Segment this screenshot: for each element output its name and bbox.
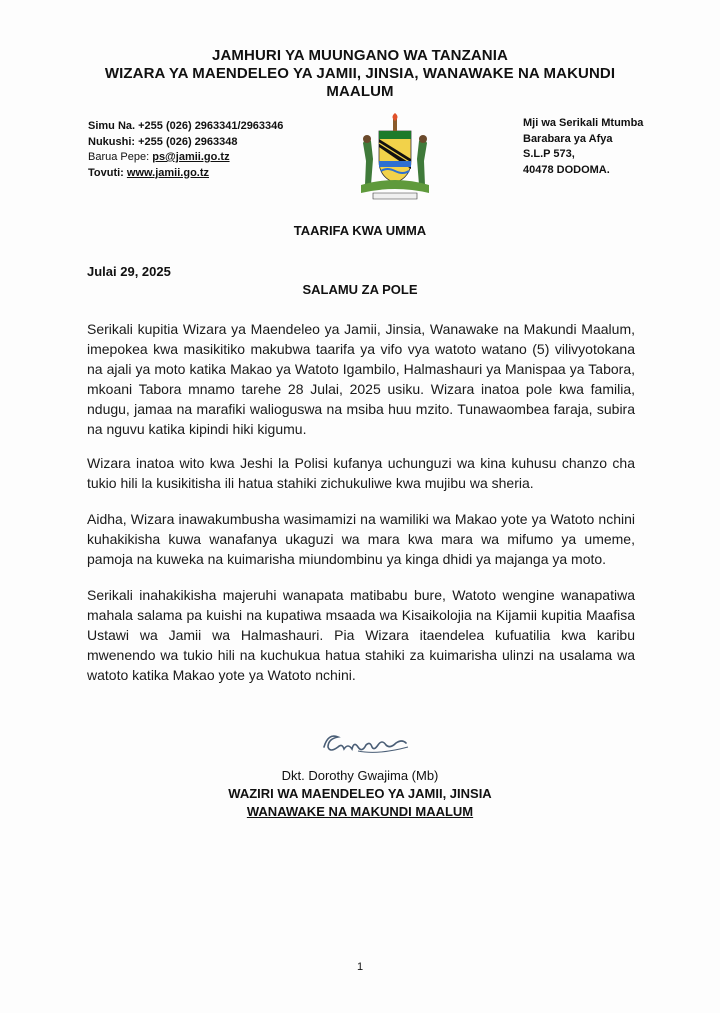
paragraph-4: Serikali inahakikisha majeruhi wanapata matibabu bure, Watoto wengine wanapatiwa mahala salama pa kuishi na kupatiwa msaada wa Kisaikolojia na Kijamii kupitia Maafisa Ustawi wa Jamii wa Halmashauri. Pia Wizara itaendelea kufuatilia kwa karibu mwenendo wa tukio hili na kuchukua hatua stahiki za kuimarisha ulinzi na usalama wa watoto katika Makao yote ya Watoto nchini. <box>87 587 635 683</box>
signatory-title-2-text: WANAWAKE NA MAKUNDI MAALUM <box>246 804 474 819</box>
contact-email-label: Barua Pepe: <box>88 151 153 163</box>
document-date: Julai 29, 2025 <box>87 264 171 279</box>
header-line-2: WIZARA YA MAENDELEO YA JAMII, JINSIA, WANAWAKE NA MAKUNDI <box>104 65 616 82</box>
paragraph-1: Serikali kupitia Wizara ya Maendeleo ya Jamii, Jinsia, Wanawake na Makundi Maalum, imepokea kwa masikitiko makubwa taarifa ya vifo vya watoto watano (5) vilivyotokana na ajali ya moto katika Makao ya Watoto Igambilo, Halmashauri ya Manispaa ya Tabora, mkoani Tabora mnamo tarehe 28 Julai, 2025 usiku. Wizara inatoa pole kwa familia, ndugu, jamaa na marafiki walioguswa na msiba huu mzito. Tunawaombea faraja, subira na nguvu katika kipindi hiki kigumu. <box>87 321 635 437</box>
signatory-name: Dkt. Dorothy Gwajima (Mb) <box>281 768 439 783</box>
coat-of-arms-icon <box>351 113 439 205</box>
address-line-2: Barabara ya Afya <box>523 132 613 145</box>
address-line-1: Mji wa Serikali Mtumba <box>523 117 644 129</box>
signature-icon <box>318 723 428 759</box>
header-line-1: JAMHURI YA MUUNGANO WA TANZANIA <box>212 47 508 64</box>
address-line-4: 40478 DODOMA. <box>523 163 610 176</box>
signatory-title-1-text: WAZIRI WA MAENDELEO YA JAMII, JINSIA <box>228 786 492 801</box>
contact-web-row <box>88 166 328 182</box>
address-block <box>523 116 683 178</box>
contact-block <box>88 119 328 181</box>
subject-heading: SALAMU ZA POLE <box>302 282 418 297</box>
signatory-title-2 <box>0 803 720 821</box>
address-line-3: S.L.P 573, <box>523 148 575 160</box>
paragraph-2: Wizara inatoa wito kwa Jeshi la Polisi kufanya uchunguzi wa kina kuhusu chanzo cha tukio hili la kusikitisha ili hatua stahiki zichukuliwe kwa mujibu wa sheria. <box>87 455 635 491</box>
contact-web-link[interactable]: www.jamii.go.tz <box>126 166 210 179</box>
page-number: 1 <box>356 961 364 973</box>
contact-web-label: Tovuti: <box>88 166 127 179</box>
signatory-title-1 <box>0 785 720 803</box>
paragraph-3: Aidha, Wizara inawakumbusha wasimamizi na wamiliki wa Makao yote ya Watoto nchini kuhakikisha kuwa wanafanya ukaguzi wa mara kwa mara wa mifumo ya umeme, pamoja na kuweka na kuimarisha miundombinu ya kinga dhidi ya majanga ya moto. <box>87 511 635 567</box>
contact-phone: Simu Na. +255 (026) 2963341/2963346 <box>88 120 284 132</box>
notice-title: TAARIFA KWA UMMA <box>293 223 427 238</box>
header-line-3: MAALUM <box>326 83 394 100</box>
contact-fax: Nukushi: +255 (026) 2963348 <box>88 135 238 148</box>
contact-email-link[interactable]: ps@jamii.go.tz <box>152 151 230 163</box>
contact-email-row <box>88 150 328 166</box>
